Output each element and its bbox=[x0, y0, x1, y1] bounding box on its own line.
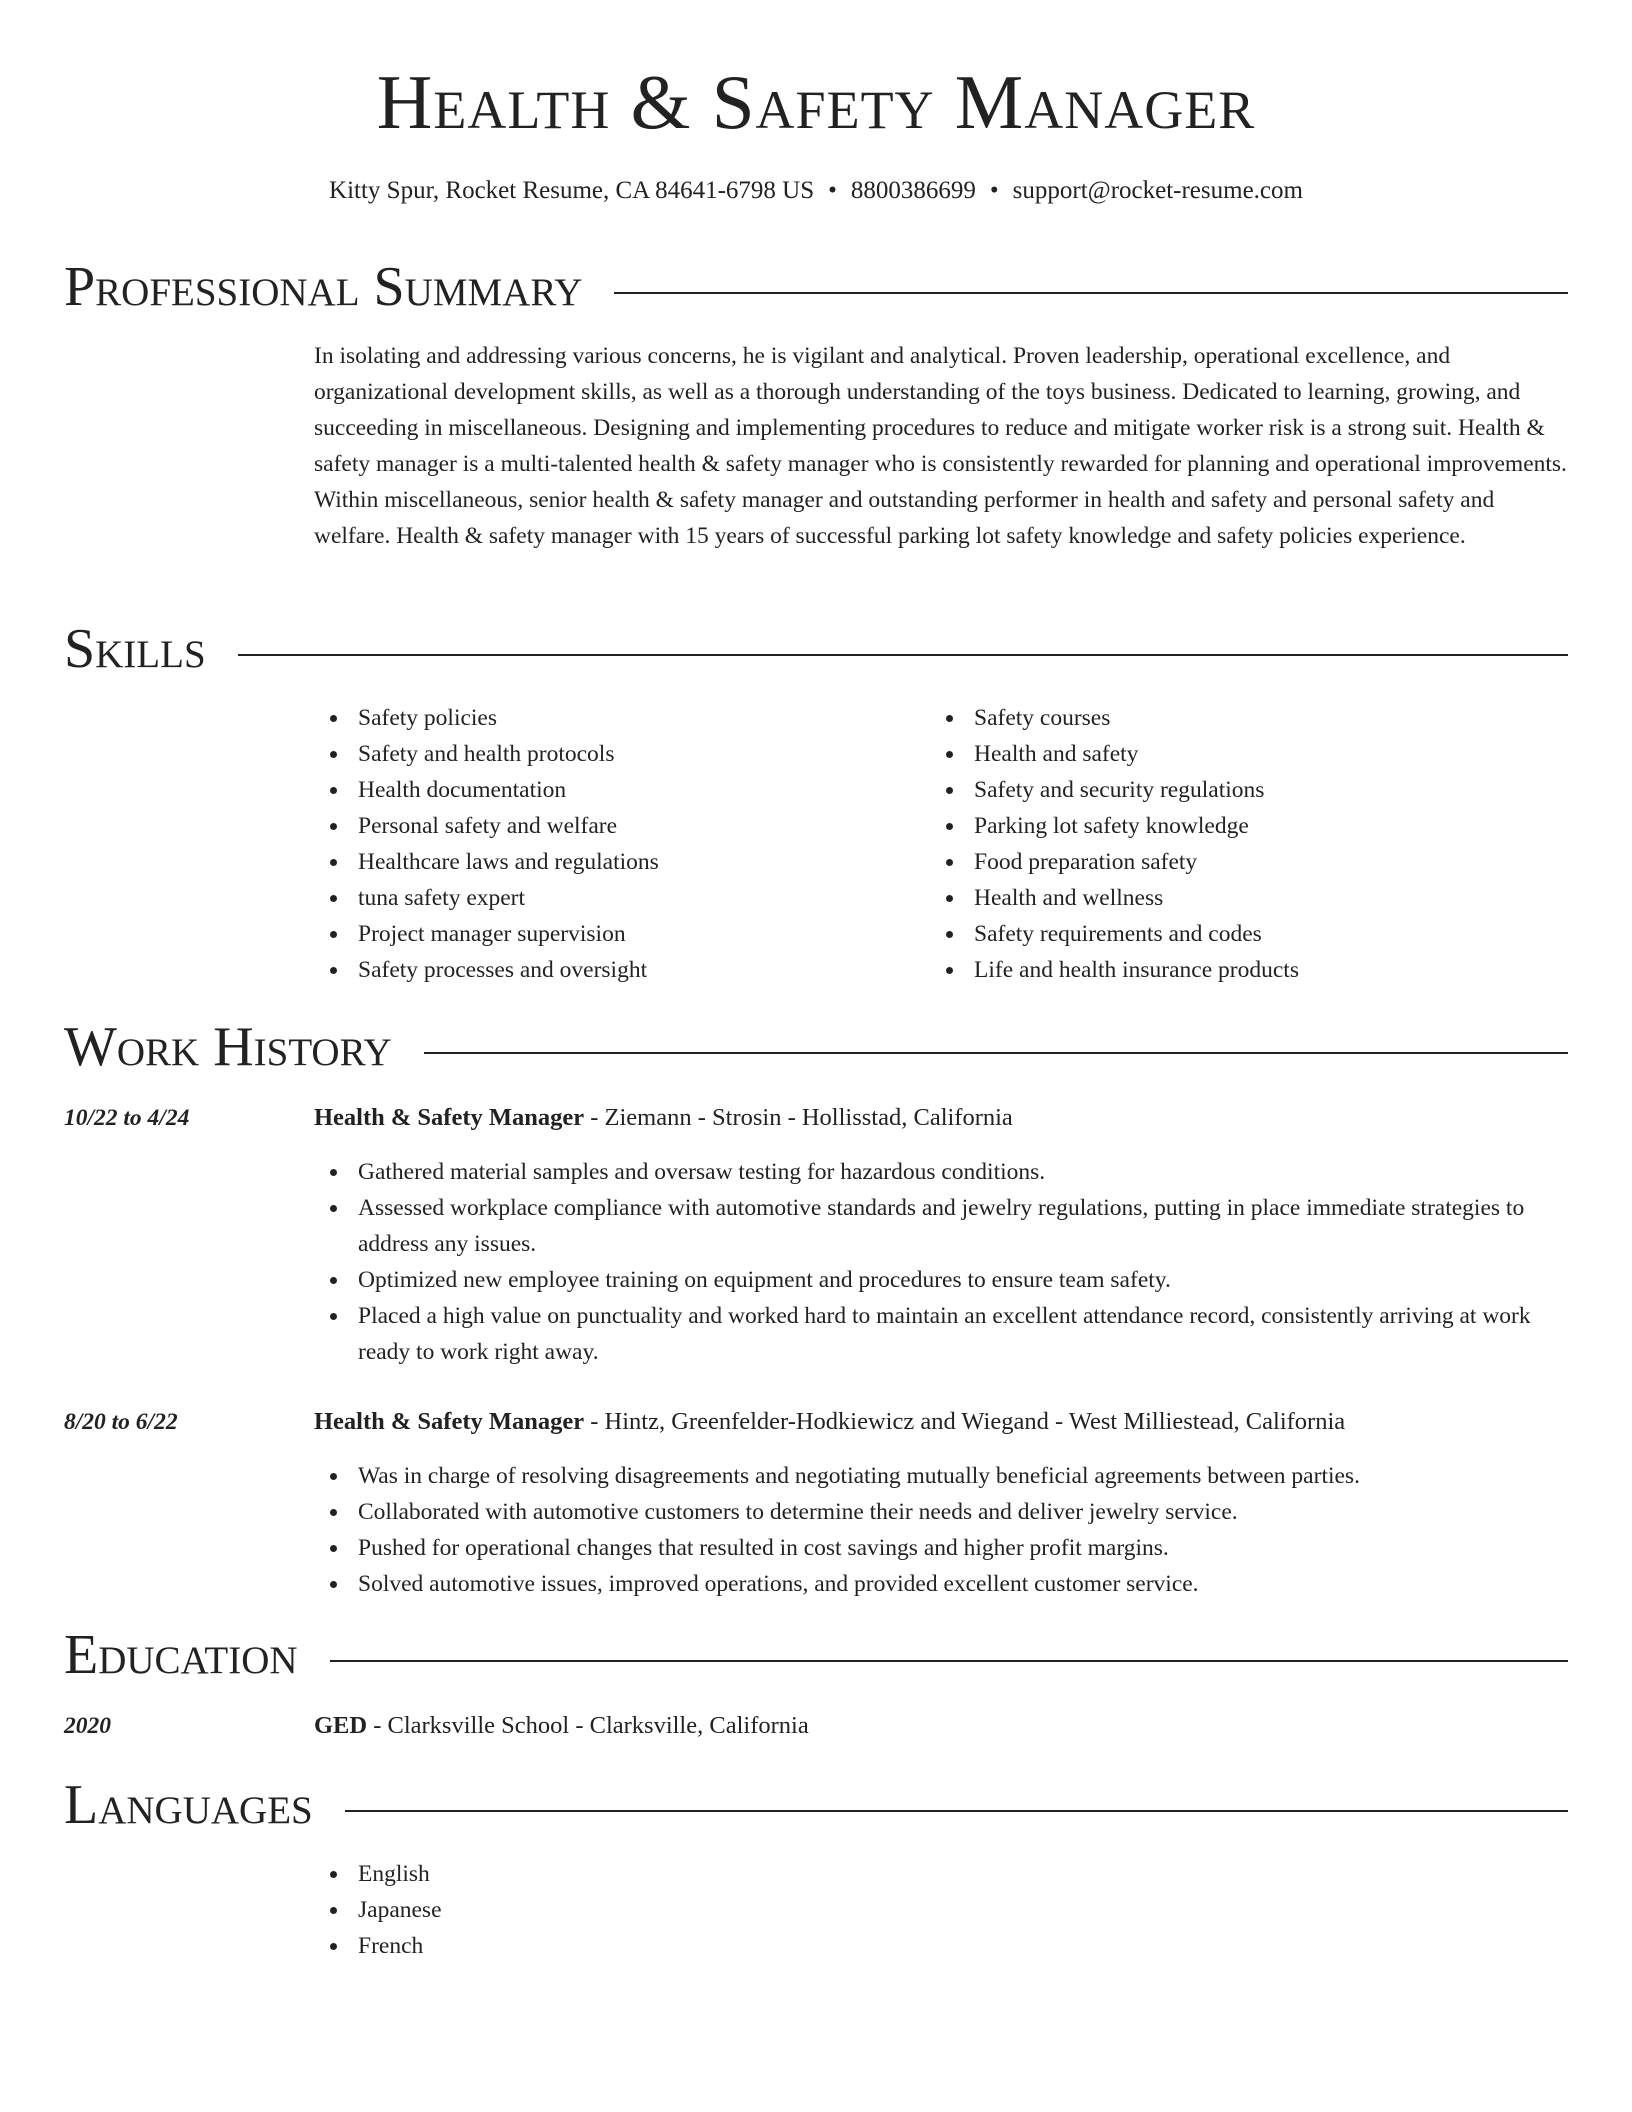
job-bullet: Optimized new employee training on equipment and procedures to ensure team safety. bbox=[314, 1262, 1570, 1298]
job-details: - Hintz, Greenfelder-Hodkiewicz and Wiegand - West Milliestead, California bbox=[584, 1408, 1346, 1435]
languages-section-title: Languages bbox=[64, 1770, 345, 1840]
contact-phone: 8800386699 bbox=[850, 177, 976, 204]
resume-name: Health & Safety Manager bbox=[376, 59, 1256, 145]
skills-column-right bbox=[930, 700, 1530, 988]
skill-item: Safety and security regulations bbox=[930, 772, 1530, 808]
skills-section-title: Skills bbox=[64, 614, 238, 684]
section-divider bbox=[64, 654, 1568, 656]
job-role: Health & Safety Manager bbox=[314, 1408, 585, 1435]
language-item: English bbox=[314, 1856, 1570, 1892]
skill-item: Safety policies bbox=[314, 700, 914, 736]
job-bullet: Was in charge of resolving disagreements and negotiating mutually beneficial agreements between parties. bbox=[314, 1458, 1570, 1494]
skill-item: Healthcare laws and regulations bbox=[314, 844, 914, 880]
languages-list bbox=[314, 1856, 1570, 1964]
contact-address: Kitty Spur, Rocket Resume, CA 84641-6798 US bbox=[329, 177, 815, 204]
summary-section-header bbox=[64, 252, 1568, 322]
education-section-title: Education bbox=[64, 1620, 330, 1690]
job-role: Health & Safety Manager bbox=[314, 1104, 585, 1131]
skill-item: Parking lot safety knowledge bbox=[930, 808, 1530, 844]
skill-item: Safety requirements and codes bbox=[930, 916, 1530, 952]
education-section-header bbox=[64, 1620, 1568, 1690]
summary-section-title: Professional Summary bbox=[64, 252, 614, 322]
skills-section-header bbox=[64, 614, 1568, 684]
skills-list-right bbox=[930, 700, 1530, 988]
job-dates: 10/22 to 4/24 bbox=[64, 1105, 190, 1131]
job-bullet: Collaborated with automotive customers to determine their needs and deliver jewelry service. bbox=[314, 1494, 1570, 1530]
language-item: Japanese bbox=[314, 1892, 1570, 1928]
skill-item: Health documentation bbox=[314, 772, 914, 808]
skills-list-left bbox=[314, 700, 914, 988]
skill-item: Health and safety bbox=[930, 736, 1530, 772]
job-bullets bbox=[314, 1154, 1570, 1370]
contact-email: support@rocket-resume.com bbox=[1012, 177, 1303, 204]
job-bullet: Placed a high value on punctuality and worked hard to maintain an excellent attendance record, consistently arriving at work ready to work right away. bbox=[314, 1298, 1570, 1370]
skill-item: Project manager supervision bbox=[314, 916, 914, 952]
education-degree: GED bbox=[314, 1712, 368, 1739]
skill-item: Health and wellness bbox=[930, 880, 1530, 916]
skill-item: Life and health insurance products bbox=[930, 952, 1530, 988]
job-bullet: Pushed for operational changes that resulted in cost savings and higher profit margins. bbox=[314, 1530, 1570, 1566]
contact-separator: • bbox=[828, 177, 837, 204]
job-details: - Ziemann - Strosin - Hollisstad, California bbox=[584, 1104, 1013, 1131]
education-details: - Clarksville School - Clarksville, California bbox=[367, 1712, 809, 1739]
education-year: 2020 bbox=[64, 1713, 111, 1739]
job-bullet: Solved automotive issues, improved operations, and provided excellent customer service. bbox=[314, 1566, 1570, 1602]
education-heading bbox=[314, 1708, 1570, 1744]
summary-text: In isolating and addressing various concerns, he is vigilant and analytical. Proven leadership, operational excellence, and organizational development skills, as well as a thorough understanding of the toys business. Dedicated to learning, growing, and succeeding in miscellaneous. Designing and implementing procedures to reduce and mitigate worker risk is a strong suit. Health & safety manager is a multi-talented health & safety manager who is consistently rewarded for planning and operational improvements. Within miscellaneous, senior health & safety manager and outstanding performer in health and safety and personal safety and welfare. Health & safety manager with 15 years of successful parking lot safety knowledge and safety policies experience. bbox=[314, 343, 1567, 549]
contact-separator: • bbox=[989, 177, 999, 204]
job-bullet: Gathered material samples and oversaw testing for hazardous conditions. bbox=[314, 1154, 1570, 1190]
skill-item: Safety courses bbox=[930, 700, 1530, 736]
language-item: French bbox=[314, 1928, 1570, 1964]
job-heading bbox=[314, 1404, 1570, 1440]
work-section-header bbox=[64, 1012, 1568, 1082]
job-dates: 8/20 to 6/22 bbox=[64, 1409, 178, 1435]
languages-list-wrap bbox=[314, 1856, 1570, 1964]
skill-item: Safety processes and oversight bbox=[314, 952, 914, 988]
skill-item: Food preparation safety bbox=[930, 844, 1530, 880]
skills-column-left bbox=[314, 700, 914, 988]
languages-section-header bbox=[64, 1770, 1568, 1840]
job-bullet: Assessed workplace compliance with automotive standards and jewelry regulations, putting in place immediate strategies to address any issues. bbox=[314, 1190, 1570, 1262]
work-section-title: Work History bbox=[64, 1012, 424, 1082]
contact-line bbox=[0, 174, 1632, 208]
skill-item: Safety and health protocols bbox=[314, 736, 914, 772]
job-bullets bbox=[314, 1458, 1570, 1602]
job-heading bbox=[314, 1100, 1570, 1136]
skill-item: tuna safety expert bbox=[314, 880, 914, 916]
skill-item: Personal safety and welfare bbox=[314, 808, 914, 844]
